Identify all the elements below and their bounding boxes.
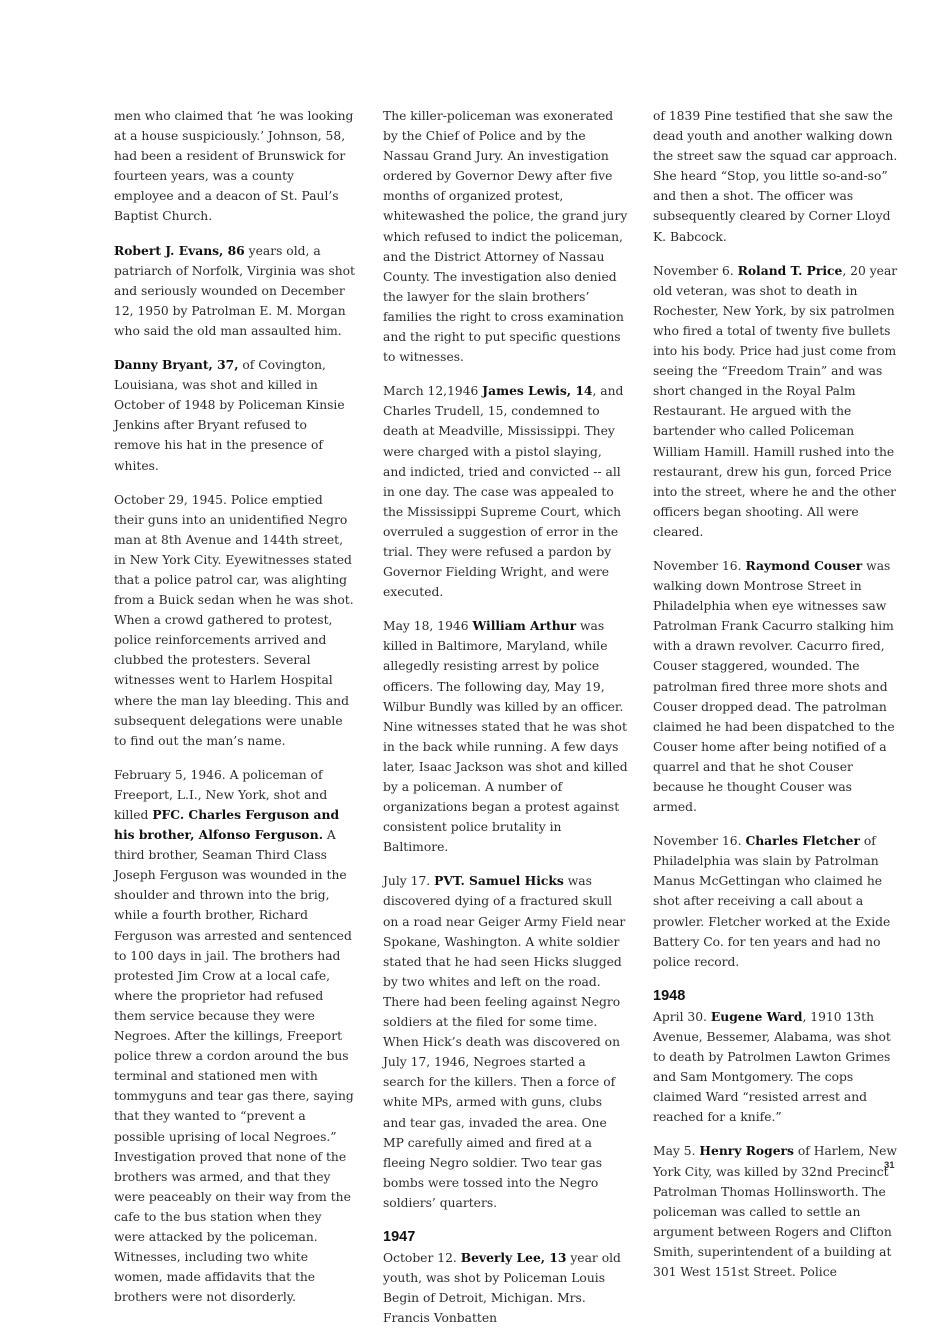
paragraph	[653, 261, 899, 542]
paragraph-text: May 18, 1946	[383, 619, 473, 634]
year-heading: 1947	[383, 1228, 416, 1245]
paragraph: men who claimed that ‘he was looking at a house suspiciously.’ Johnson, 58, had been a resident of Brunswick for fourteen years, was a county employee and a deacon of St. Paul’s Baptist Church.	[114, 109, 354, 224]
paragraph	[653, 831, 899, 972]
paragraph	[653, 1141, 899, 1282]
victim-name: Henry Rogers	[699, 1143, 794, 1159]
paragraph	[114, 355, 356, 476]
victim-name: Raymond Couser	[745, 557, 863, 573]
paragraph: October 29, 1945. Police emptied their guns into an unidentified Negro man at 8th Avenue and 144th street, in New York City. Eyewitnesses stated that a police patrol car, was alighting from a Buick sedan when he was shot. When a crowd gathered to protest, police reinforcements arrived and clubbed the protesters. Several witnesses went to Harlem Hospital where the man lay bleeding. This and subsequent delegations were unable to find out the man’s name.	[114, 492, 354, 748]
paragraph	[383, 381, 628, 602]
paragraph-text: A third brother, Seaman Third Class Joseph Ferguson was wounded in the shoulder and thrown into the brig, while a fourth brother, Richard Ferguson was arrested and sentenced to 100 days in jail. The brothers had protested Jim Crow at a local cafe, where the proprietor had refused them service because they were Negroes. After the killings, Freeport police threw a cordon around the bus terminal and stationed men with tommyguns and tear gas there, saying that they wanted to “prevent a possible uprising of local Negroes.” Investigation proved that none of the brothers was armed, and that they were peaceably on their way from the cafe to the bus station when they were attacked by the policeman. Witnesses, including two white women, made affidavits that the brothers were not disorderly.	[114, 828, 354, 1305]
paragraph-text: of Philadelphia was slain by Patrolman Manus McGettingan who claimed he shot after receiving a call about a prowler. Fletcher worked at the Exide Battery Co. for ten years and had no police record.	[653, 834, 891, 969]
paragraph-text: , 1910 13th Avenue, Bessemer, Alabama, was shot to death by Patrolmen Lawton Grimes and Sam Montgomery. The cops claimed Ward “resisted arrest and reached for a knife.”	[653, 1009, 891, 1125]
paragraph	[653, 1007, 899, 1128]
victim-name: PFC. Charles Ferguson and his brother, Alfonso Ferguson.	[114, 807, 340, 843]
paragraph-text: year old youth, was shot by Policeman Louis Begin of Detroit, Michigan. Mrs. Francis Vonbatten	[383, 1250, 621, 1326]
paragraph-text: November 16.	[653, 558, 746, 573]
paragraph-text: of Harlem, New York City, was killed by 32nd Precinct Patrolman Thomas Hollinsworth. The policeman was called to settle an argument between Rogers and Clifton Smith, superintendent of a building at 301 West 151st Street. Police	[653, 1144, 897, 1279]
paragraph-text: , 20 year old veteran, was shot to death in Rochester, New York, by six patrolmen who fired a total of twenty five bullets into his body. Price had just come from seeing the “Freedom Train” and was short changed in the Royal Palm Restaurant. He argued with the bartender who called Policeman William Hamill. Hamill rushed into the restaurant, drew his gun, forced Price into the street, where he and the other officers began shooting. All were cleared.	[653, 263, 898, 539]
victim-name: Robert J. Evans, 86	[114, 242, 245, 258]
victim-name: PVT. Samuel Hicks	[434, 873, 564, 889]
paragraph-text: years old, a patriarch of Norfolk, Virginia was shot and seriously wounded on December 12, 1950 by Patrolman E. M. Morgan who said the old man assaulted him.	[114, 243, 355, 338]
paragraph	[653, 556, 899, 817]
victim-name: William Arthur	[472, 618, 577, 634]
paragraph-text: was walking down Montrose Street in Philadelphia when eye witnesses saw Patrolman Frank Cacurro stalking him with a drawn revolver. Cacurro fired, Couser staggered, wounded. The patrolman fired three more shots and Couser dropped dead. The patrolman claimed he had been dispatched to the Couser home after being notified of a quarrel and that he shot Couser because he thought Couser was armed.	[653, 558, 895, 815]
paragraph-text: February 5, 1946. A policeman of Freeport, L.I., New York, shot and killed	[114, 767, 328, 822]
victim-name: Beverly Lee, 13	[460, 1249, 567, 1265]
victim-name: Roland T. Price	[737, 262, 843, 278]
paragraph-text: was discovered dying of a fractured skull on a road near Geiger Army Field near Spokane, Washington. A white soldier stated that he had seen Hicks slugged by two whites and left on the road. There had been feeling against Negro soldiers at the filed for some time. When Hick’s death was discovered on July 17, 1946, Negroes started a search for the killers. Then a force of white MPs, armed with guns, clubs and tear gas, invaded the area. One MP carefully aimed and fired at a fleeing Negro soldier. Two tear gas bombs were tossed into the Negro soldiers’ quarters.	[383, 874, 626, 1210]
column-2	[383, 106, 628, 1342]
column-3	[653, 106, 899, 1296]
paragraph	[114, 241, 356, 341]
paragraph-text: , and Charles Trudell, 15, condemned to death at Meadville, Mississippi. They were charged with a pistol slaying, and indicted, tried and convicted -- all in one day. The case was appealed to the Mississippi Supreme Court, which overruled a suggestion of error in the trial. They were refused a pardon by Governor Fielding Wright, and were executed.	[383, 384, 624, 600]
victim-name: James Lewis, 14	[482, 383, 593, 399]
paragraph: of 1839 Pine testified that she saw the dead youth and another walking down the street saw the squad car approach. She heard “Stop, you little so-and-so” and then a shot. The officer was subsequently cleared by Corner Lloyd K. Babcock.	[653, 109, 898, 244]
victim-name: Danny Bryant, 37,	[114, 357, 239, 373]
paragraph	[383, 1248, 628, 1328]
paragraph-text: March 12,1946	[383, 384, 483, 399]
paragraph-text: April 30.	[653, 1009, 711, 1024]
paragraph-text: November 16.	[653, 834, 746, 849]
victim-name: Eugene Ward	[710, 1008, 803, 1024]
paragraph-text: October 12.	[383, 1250, 461, 1265]
paragraph: The killer-policeman was exonerated by the Chief of Police and by the Nassau Grand Jury. An investigation ordered by Governor Dewy after five months of organized protest, whitewashed the police, the grand jury which refused to indict the policeman, and the District Attorney of Nassau County. The investigation also denied the lawyer for the slain brothers’ families the right to cross examination and the right to put specific questions to witnesses.	[383, 109, 628, 365]
victim-name: Charles Fletcher	[745, 833, 860, 849]
paragraph	[114, 765, 356, 1308]
paragraph	[383, 616, 628, 857]
page-number: 31	[884, 1160, 895, 1171]
column-1	[114, 106, 356, 1321]
paragraph-text: November 6.	[653, 263, 738, 278]
paragraph	[383, 871, 628, 1213]
paragraph-text: May 5.	[653, 1144, 700, 1159]
paragraph-text: was killed in Baltimore, Maryland, while allegedly resisting arrest by police officers. The following day, May 19, Wilbur Bundly was killed by an officer. Nine witnesses stated that he was shot in the back while running. A few days later, Isaac Jackson was shot and killed by a policeman. A number of organizations began a protest against consistent police brutality in Baltimore.	[383, 619, 628, 855]
paragraph-text: July 17.	[383, 874, 435, 889]
year-heading: 1948	[653, 987, 686, 1004]
paragraph-text: of Covington, Louisiana, was shot and killed in October of 1948 by Policeman Kinsie Jenkins after Bryant refused to remove his hat in the presence of whites.	[114, 358, 345, 473]
